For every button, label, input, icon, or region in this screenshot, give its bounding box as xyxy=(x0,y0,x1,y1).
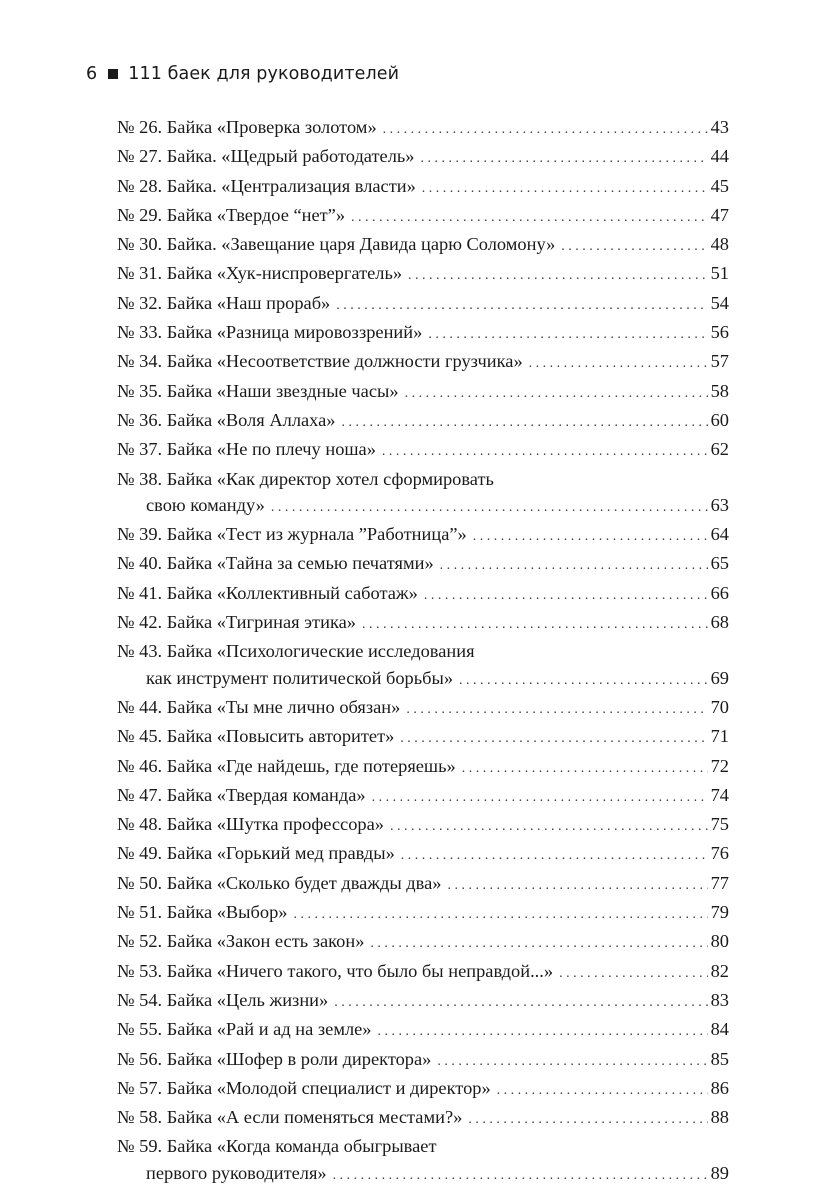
toc-page-number: 76 xyxy=(710,843,729,864)
toc-line xyxy=(117,231,729,260)
toc-page-number: 44 xyxy=(710,146,729,167)
toc-line xyxy=(117,870,729,899)
toc-page-number: 58 xyxy=(710,380,729,401)
toc-page-number: 45 xyxy=(710,175,729,196)
toc-entry xyxy=(117,753,729,782)
toc-entry-title: № 44. Байка «Ты мне лично обязан» xyxy=(117,696,401,717)
toc-entry-title: № 33. Байка «Разница мировоззрений» xyxy=(117,322,423,343)
toc-page-number: 70 xyxy=(710,696,729,717)
toc-entry xyxy=(117,290,729,319)
dot-leader xyxy=(372,785,708,811)
toc-line xyxy=(117,1104,729,1133)
toc-line xyxy=(117,1016,729,1045)
toc-line xyxy=(117,753,729,782)
toc-page-number: 51 xyxy=(710,263,729,284)
toc-entry-title: № 55. Байка «Рай и ад на земле» xyxy=(117,1019,372,1040)
toc-entry xyxy=(117,466,729,522)
toc-entry-title: № 52. Байка «Закон есть закон» xyxy=(117,931,365,952)
running-head xyxy=(86,64,399,84)
toc-page-number: 71 xyxy=(710,726,729,747)
toc-line xyxy=(117,694,729,723)
toc-line xyxy=(117,521,729,550)
dot-leader xyxy=(378,1019,708,1045)
toc-page-number: 62 xyxy=(710,439,729,460)
toc-page-number: 86 xyxy=(710,1077,729,1098)
toc-entry-title: № 48. Байка «Шутка профессора» xyxy=(117,814,384,835)
toc-line xyxy=(117,319,729,348)
toc-entry xyxy=(117,958,729,987)
toc-entry xyxy=(117,811,729,840)
toc-page-number: 63 xyxy=(710,494,729,515)
dot-leader xyxy=(382,439,708,465)
toc-entry xyxy=(117,928,729,957)
toc-entry xyxy=(117,694,729,723)
toc-entry xyxy=(117,173,729,202)
toc-entry xyxy=(117,202,729,231)
toc-entry-title: № 35. Байка «Наши звездные часы» xyxy=(117,380,399,401)
toc-line xyxy=(117,840,729,869)
toc-page-number: 80 xyxy=(710,931,729,952)
dot-leader xyxy=(428,322,707,348)
toc-line xyxy=(117,114,729,143)
dot-leader xyxy=(406,697,707,723)
toc-line xyxy=(117,1133,729,1159)
toc-page-number: 88 xyxy=(710,1107,729,1128)
toc-page-number: 89 xyxy=(710,1162,729,1183)
dot-leader xyxy=(462,756,708,782)
toc-line xyxy=(117,782,729,811)
toc-entry-title: № 54. Байка «Цель жизни» xyxy=(117,989,329,1010)
dot-leader xyxy=(561,234,707,260)
toc-entry xyxy=(117,723,729,752)
toc-page-number: 84 xyxy=(710,1019,729,1040)
toc-page-number: 56 xyxy=(710,322,729,343)
toc-page-number: 47 xyxy=(710,204,729,225)
toc-line xyxy=(117,638,729,664)
toc-entry-title: № 41. Байка «Коллективный саботаж» xyxy=(117,582,418,603)
toc-entry-title: № 37. Байка «Не по плечу ноша» xyxy=(117,439,376,460)
toc-entry xyxy=(117,1016,729,1045)
toc-entry xyxy=(117,638,729,694)
toc-entry-title: № 32. Байка «Наш прораб» xyxy=(117,292,331,313)
dot-leader xyxy=(497,1078,708,1104)
dot-leader xyxy=(383,117,708,143)
toc-page-number: 54 xyxy=(710,292,729,313)
dot-leader xyxy=(440,553,708,579)
toc-entry-title: № 56. Байка «Шофер в роли директора» xyxy=(117,1048,432,1069)
toc-line xyxy=(117,378,729,407)
toc-page-number: 75 xyxy=(710,814,729,835)
toc-entry xyxy=(117,436,729,465)
toc-entry-title: № 45. Байка «Повысить авторитет» xyxy=(117,726,395,747)
toc-line xyxy=(117,609,729,638)
dot-leader xyxy=(334,990,707,1016)
toc-page-number: 68 xyxy=(710,612,729,633)
toc-entry-title: № 36. Байка «Воля Аллаха» xyxy=(117,409,336,430)
toc-entry xyxy=(117,840,729,869)
toc-entry xyxy=(117,143,729,172)
toc-entry-title: № 38. Байка «Как директор хотел сформировать xyxy=(117,468,494,489)
dot-leader xyxy=(408,263,708,289)
dot-leader xyxy=(401,843,708,869)
toc-entry xyxy=(117,899,729,928)
toc-entry xyxy=(117,1046,729,1075)
toc-page-number: 85 xyxy=(710,1048,729,1069)
toc-entry xyxy=(117,987,729,1016)
toc-line xyxy=(117,899,729,928)
toc-entry-title: № 29. Байка «Твердое “нет”» xyxy=(117,204,346,225)
toc-line xyxy=(117,811,729,840)
toc-page-number: 79 xyxy=(710,902,729,923)
toc-entry-title: № 50. Байка «Сколько будет дважды два» xyxy=(117,872,442,893)
dot-leader xyxy=(400,726,707,752)
toc-line xyxy=(117,1075,729,1104)
toc-line xyxy=(117,492,729,521)
toc-entry-title: № 57. Байка «Молодой специалист и директор» xyxy=(117,1077,491,1098)
square-bullet-icon xyxy=(108,69,118,79)
toc-entry-title: № 47. Байка «Твердая команда» xyxy=(117,784,366,805)
toc-entry-title: № 49. Байка «Горький мед правды» xyxy=(117,843,395,864)
dot-leader xyxy=(420,146,707,172)
toc-entry-title: № 34. Байка «Несоответствие должности грузчика» xyxy=(117,351,523,372)
dot-leader xyxy=(468,1107,707,1133)
toc-line xyxy=(117,260,729,289)
dot-leader xyxy=(370,931,707,957)
toc-entry-title: № 51. Байка «Выбор» xyxy=(117,902,288,923)
toc-line xyxy=(117,202,729,231)
toc-entry xyxy=(117,782,729,811)
table-of-contents xyxy=(117,114,729,1189)
toc-entry xyxy=(117,1104,729,1133)
toc-entry-title: № 26. Байка «Проверка золотом» xyxy=(117,117,377,137)
toc-entry-title: № 59. Байка «Когда команда обыгрывает xyxy=(117,1136,437,1157)
dot-leader xyxy=(293,902,707,928)
page-number: 6 xyxy=(86,64,98,84)
toc-entry xyxy=(117,260,729,289)
toc-entry xyxy=(117,550,729,579)
dot-leader xyxy=(341,410,707,436)
toc-line xyxy=(117,580,729,609)
toc-entry xyxy=(117,609,729,638)
toc-line xyxy=(117,348,729,377)
toc-entry-title: № 58. Байка «А если поменяться местами?» xyxy=(117,1107,463,1128)
toc-page-number: 66 xyxy=(710,582,729,603)
toc-line xyxy=(117,173,729,202)
toc-entry-title: № 42. Байка «Тигриная этика» xyxy=(117,612,356,633)
toc-entry xyxy=(117,1075,729,1104)
toc-line xyxy=(117,723,729,752)
toc-page-number: 65 xyxy=(710,553,729,574)
dot-leader xyxy=(473,524,708,550)
toc-entry-title: свою команду» xyxy=(146,494,265,515)
toc-line xyxy=(117,987,729,1016)
toc-entry-title: № 27. Байка. «Щедрый работодатель» xyxy=(117,146,415,167)
toc-entry xyxy=(117,114,729,143)
toc-line xyxy=(117,1160,729,1189)
toc-entry-title: № 28. Байка. «Централизация власти» xyxy=(117,175,416,196)
dot-leader xyxy=(459,668,708,694)
toc-page-number: 64 xyxy=(710,524,729,545)
toc-line xyxy=(117,466,729,492)
toc-line xyxy=(117,928,729,957)
toc-entry xyxy=(117,319,729,348)
dot-leader xyxy=(437,1049,707,1075)
toc-page-number: 57 xyxy=(710,351,729,372)
toc-entry xyxy=(117,521,729,550)
toc-line xyxy=(117,550,729,579)
dot-leader xyxy=(424,583,708,609)
toc-entry-title: как инструмент политической борьбы» xyxy=(146,667,454,688)
toc-page-number: 72 xyxy=(710,755,729,776)
toc-entry xyxy=(117,348,729,377)
toc-page-number: 69 xyxy=(710,667,729,688)
dot-leader xyxy=(333,1163,708,1189)
dot-leader xyxy=(336,293,707,319)
toc-page-number: 60 xyxy=(710,409,729,430)
dot-leader xyxy=(405,381,708,407)
dot-leader xyxy=(422,176,708,202)
toc-entry xyxy=(117,407,729,436)
toc-entry xyxy=(117,1133,729,1189)
toc-entry-title: № 30. Байка. «Завещание царя Давида царю Соломону» xyxy=(117,234,556,255)
toc-entry-title: № 46. Байка «Где найдешь, где потеряешь» xyxy=(117,755,456,776)
toc-line xyxy=(117,407,729,436)
toc-line xyxy=(117,143,729,172)
toc-entry-title: первого руководителя» xyxy=(146,1162,327,1183)
dot-leader xyxy=(362,612,708,638)
toc-line xyxy=(117,290,729,319)
toc-entry xyxy=(117,378,729,407)
toc-page-number: 48 xyxy=(710,234,729,255)
book-title: 111 баек для руководителей xyxy=(128,64,400,84)
dot-leader xyxy=(529,351,708,377)
toc-line xyxy=(117,1046,729,1075)
toc-entry-title: № 39. Байка «Тест из журнала ”Работница”» xyxy=(117,524,467,545)
toc-entry-title: № 31. Байка «Хук-ниспровергатель» xyxy=(117,263,403,284)
dot-leader xyxy=(271,495,708,521)
toc-entry xyxy=(117,870,729,899)
toc-page-number: 83 xyxy=(710,989,729,1010)
toc-entry xyxy=(117,231,729,260)
toc-page-number: 82 xyxy=(710,960,729,981)
toc-entry-title: № 43. Байка «Психологические исследования xyxy=(117,641,475,662)
toc-line xyxy=(117,665,729,694)
toc-line xyxy=(117,436,729,465)
toc-page-number: 43 xyxy=(710,117,729,137)
toc-entry-title: № 40. Байка «Тайна за семью печатями» xyxy=(117,553,434,574)
toc-page-number: 74 xyxy=(710,784,729,805)
dot-leader xyxy=(351,205,708,231)
toc-entry-title: № 53. Байка «Ничего такого, что было бы неправдой...» xyxy=(117,960,554,981)
toc-line xyxy=(117,958,729,987)
toc-entry xyxy=(117,580,729,609)
dot-leader xyxy=(447,873,707,899)
dot-leader xyxy=(559,961,708,987)
toc-page-number: 77 xyxy=(710,872,729,893)
dot-leader xyxy=(390,814,708,840)
